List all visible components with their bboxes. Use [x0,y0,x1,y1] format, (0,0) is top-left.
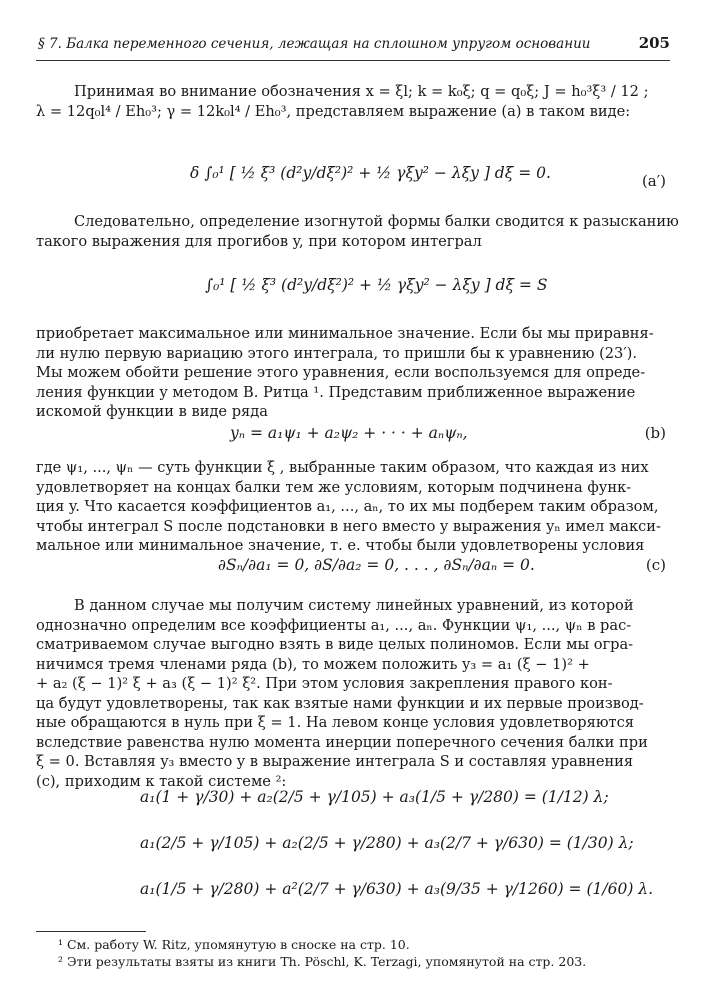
text-line: чтобы интеграл S после подстановки в него вместо y выражения yₙ имел макси- [36,517,661,535]
paragraph-notation [36,82,668,121]
footnote-rule [36,931,146,932]
text-line: ли нулю первую вариацию этого интеграла, то пришли бы к уравнению (23′). [36,344,637,362]
text-line: мальное или минимальное значение, т. е. чтобы были удовлетворены условия [36,537,645,554]
page-number: 205 [638,34,670,52]
paragraph-deflection [36,212,679,251]
equation-b: yₙ = a₁ψ₁ + a₂ψ₂ + · · · + aₙψₙ, [230,424,468,442]
text-line: ца будут удовлетворены, так как взятые нами функции и их первые производ- [36,694,644,712]
text-line: ξ = 0. Вставляя y₃ вместо y в выражение интеграла S и составляя уравнения [36,753,634,770]
equation-label-b: (b) [644,424,666,442]
text-line: ные обращаются в нуль при ξ = 1. На левом конце условия удовлетворяются [36,714,634,731]
text-line: + a₂ (ξ − 1)² ξ + a₃ (ξ − 1)² ξ². При этом условия закрепления правого кон- [36,675,613,692]
text-line: удовлетворяет на концах балки тем же условиям, которым подчинена функ- [36,478,632,496]
text-line: приобретает максимальное или минимальное значение. Если бы мы приравня- [36,325,654,342]
text-line: В данном случае мы получим систему линейных уравнений, из которой [74,597,634,614]
equation-label-c: (c) [645,556,666,574]
text-line: ция y. Что касается коэффициентов a₁, ..., aₙ, то их мы подберем таким образом, [36,498,659,515]
text-line: такого выражения для прогибов y, при котором интеграл [36,232,482,250]
text-line: вследствие равенства нулю момента инерции поперечного сечения балки при [36,733,648,751]
equation-integral-s: ∫₀¹ [ ½ ξ³ (d²y/dξ²)² + ½ γξy² − λξy ] dξ = S [205,276,548,294]
equation-label-a-prime: (a′) [641,172,666,190]
paragraph-system [36,596,668,791]
equation-a-prime: δ ∫₀¹ [ ½ ξ³ (d²y/dξ²)² + ½ γξy² − λξy ] dξ = 0. [190,164,551,182]
text-line: сматриваемом случае выгодно взять в виде целых полиномов. Если мы огра- [36,636,634,653]
paragraph-functions [36,458,668,556]
paragraph-ritz [36,324,668,422]
system-equation-2: a₁(2/5 + γ/105) + a₂(2/5 + γ/280) + a₃(2/7 + γ/630) = (1/30) λ; [140,834,634,852]
footnote-2: ² Эти результаты взяты из книги Th. Pöschl, K. Terzagi, упомянутой на стр. 203. [58,954,587,969]
text-line: однозначно определим все коэффициенты a₁, ..., aₙ. Функции ψ₁, ..., ψₙ в рас- [36,616,632,634]
text-line: искомой функции в виде ряда [36,403,268,420]
running-header [36,34,670,61]
text-line: ления функции y методом В. Ритца ¹. Представим приближенное выражение [36,383,636,401]
header-title: § 7. Балка переменного сечения, лежащая на сплошном упругом основании [38,36,591,52]
text-line: ничимся тремя членами ряда (b), то можем положить y₃ = a₁ (ξ − 1)² + [36,655,590,673]
text-line: Следовательно, определение изогнутой формы балки сводится к разысканию [74,213,679,230]
text-line: (c), приходим к такой системе ²: [36,772,287,790]
system-equation-3: a₁(1/5 + γ/280) + a²(2/7 + γ/630) + a₃(9/35 + γ/1260) = (1/60) λ. [140,880,654,898]
system-equation-1: a₁(1 + γ/30) + a₂(2/5 + γ/105) + a₃(1/5 + γ/280) = (1/12) λ; [140,788,609,806]
text-line: где ψ₁, ..., ψₙ — суть функции ξ , выбранные таким образом, что каждая из них [36,459,649,476]
text-line: Принимая во внимание обозначения x = ξl; k = k₀ξ; q = q₀ξ; J = h₀³ξ³ / 12 ; [74,83,649,100]
footnote-1: ¹ См. работу W. Ritz, упомянутую в сноске на стр. 10. [58,937,410,952]
text-line: Мы можем обойти решение этого уравнения, если воспользуемся для опреде- [36,364,646,381]
equation-c: ∂Sₙ/∂a₁ = 0, ∂S/∂a₂ = 0, . . . , ∂Sₙ/∂aₙ = 0. [218,556,535,574]
text-line: λ = 12q₀l⁴ / Eh₀³; γ = 12k₀l⁴ / Eh₀³, представляем выражение (а) в таком виде: [36,102,631,120]
